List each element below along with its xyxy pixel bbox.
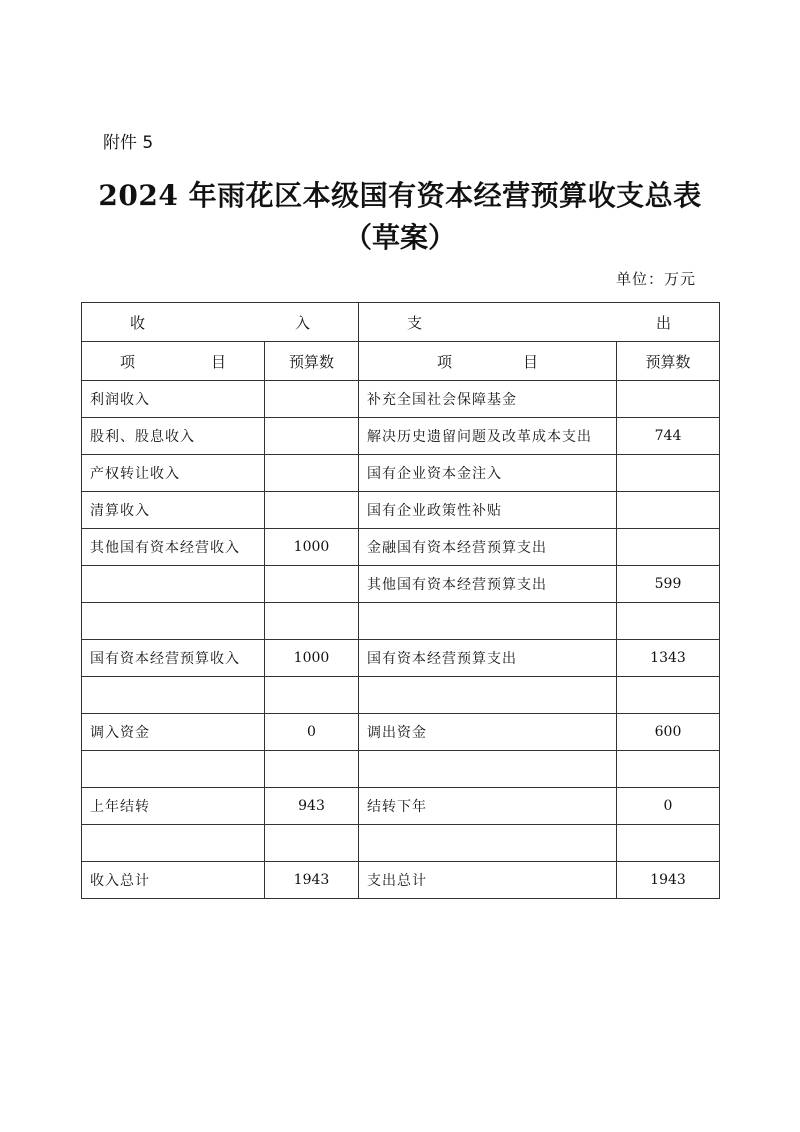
expense-value-cell: 1343 — [617, 640, 720, 677]
income-value-cell: 1000 — [265, 529, 359, 566]
income-item-cell: 国有资本经营预算收入 — [82, 640, 265, 677]
income-item-cell — [82, 751, 265, 788]
expense-value-cell: 600 — [617, 714, 720, 751]
expense-value-cell — [617, 603, 720, 640]
header-row-columns — [82, 342, 720, 381]
expense-item-cell: 其他国有资本经营预算支出 — [359, 566, 617, 603]
expense-value-cell — [617, 492, 720, 529]
income-value-cell: 1000 — [265, 640, 359, 677]
table-row — [82, 677, 720, 714]
expense-item-cell: 解决历史遗留问题及改革成本支出 — [359, 418, 617, 455]
income-value-cell: 943 — [265, 788, 359, 825]
expense-value-cell: 744 — [617, 418, 720, 455]
income-section-header: 收 入 — [82, 303, 359, 342]
table-row — [82, 640, 720, 677]
income-item-cell: 其他国有资本经营收入 — [82, 529, 265, 566]
income-value-cell — [265, 455, 359, 492]
income-item-cell: 产权转让收入 — [82, 455, 265, 492]
expense-item-cell: 结转下年 — [359, 788, 617, 825]
income-value-cell: 0 — [265, 714, 359, 751]
table-row — [82, 566, 720, 603]
table-row — [82, 825, 720, 862]
expense-item-cell: 补充全国社会保障基金 — [359, 381, 617, 418]
income-value-cell — [265, 825, 359, 862]
table-row — [82, 455, 720, 492]
income-item-cell: 收入总计 — [82, 862, 265, 899]
income-item-cell: 上年结转 — [82, 788, 265, 825]
expense-item-header: 项 目 — [359, 342, 617, 381]
income-value-cell — [265, 418, 359, 455]
expense-item-cell: 支出总计 — [359, 862, 617, 899]
expense-value-cell — [617, 381, 720, 418]
attachment-label: 附件 5 — [103, 133, 154, 153]
document-title: 2024 年雨花区本级国有资本经营预算收支总表 — [98, 179, 702, 212]
table-row — [82, 603, 720, 640]
income-budget-header: 预算数 — [265, 342, 359, 381]
expense-item-cell — [359, 825, 617, 862]
income-value-cell — [265, 566, 359, 603]
income-item-cell — [82, 566, 265, 603]
expense-budget-header: 预算数 — [617, 342, 720, 381]
income-item-header: 项 目 — [82, 342, 265, 381]
unit-label: 单位：万元 — [615, 270, 696, 288]
table-row — [82, 714, 720, 751]
expense-item-cell: 金融国有资本经营预算支出 — [359, 529, 617, 566]
budget-table — [81, 302, 720, 899]
table-row — [82, 492, 720, 529]
expense-value-cell: 1943 — [617, 862, 720, 899]
income-value-cell: 1943 — [265, 862, 359, 899]
expense-value-cell: 599 — [617, 566, 720, 603]
expense-item-cell — [359, 603, 617, 640]
expense-value-cell — [617, 751, 720, 788]
expense-value-cell — [617, 677, 720, 714]
expense-item-cell — [359, 751, 617, 788]
table-row — [82, 751, 720, 788]
income-value-cell — [265, 492, 359, 529]
expense-item-cell: 国有企业资本金注入 — [359, 455, 617, 492]
table-row — [82, 529, 720, 566]
income-item-cell — [82, 677, 265, 714]
expense-item-cell: 调出资金 — [359, 714, 617, 751]
expense-value-cell: 0 — [617, 788, 720, 825]
income-item-cell: 调入资金 — [82, 714, 265, 751]
table-row — [82, 788, 720, 825]
income-item-cell — [82, 825, 265, 862]
income-value-cell — [265, 381, 359, 418]
expense-section-header: 支 出 — [359, 303, 720, 342]
expense-item-cell: 国有企业政策性补贴 — [359, 492, 617, 529]
document-subtitle: （草案） — [343, 221, 456, 254]
expense-value-cell — [617, 825, 720, 862]
expense-item-cell — [359, 677, 617, 714]
income-item-cell: 股利、股息收入 — [82, 418, 265, 455]
expense-item-cell: 国有资本经营预算支出 — [359, 640, 617, 677]
expense-value-cell — [617, 529, 720, 566]
income-value-cell — [265, 677, 359, 714]
table-row — [82, 418, 720, 455]
income-value-cell — [265, 603, 359, 640]
income-item-cell: 利润收入 — [82, 381, 265, 418]
income-item-cell: 清算收入 — [82, 492, 265, 529]
table-row — [82, 381, 720, 418]
expense-value-cell — [617, 455, 720, 492]
header-row-sections — [82, 303, 720, 342]
table-row — [82, 862, 720, 899]
income-value-cell — [265, 751, 359, 788]
income-item-cell — [82, 603, 265, 640]
